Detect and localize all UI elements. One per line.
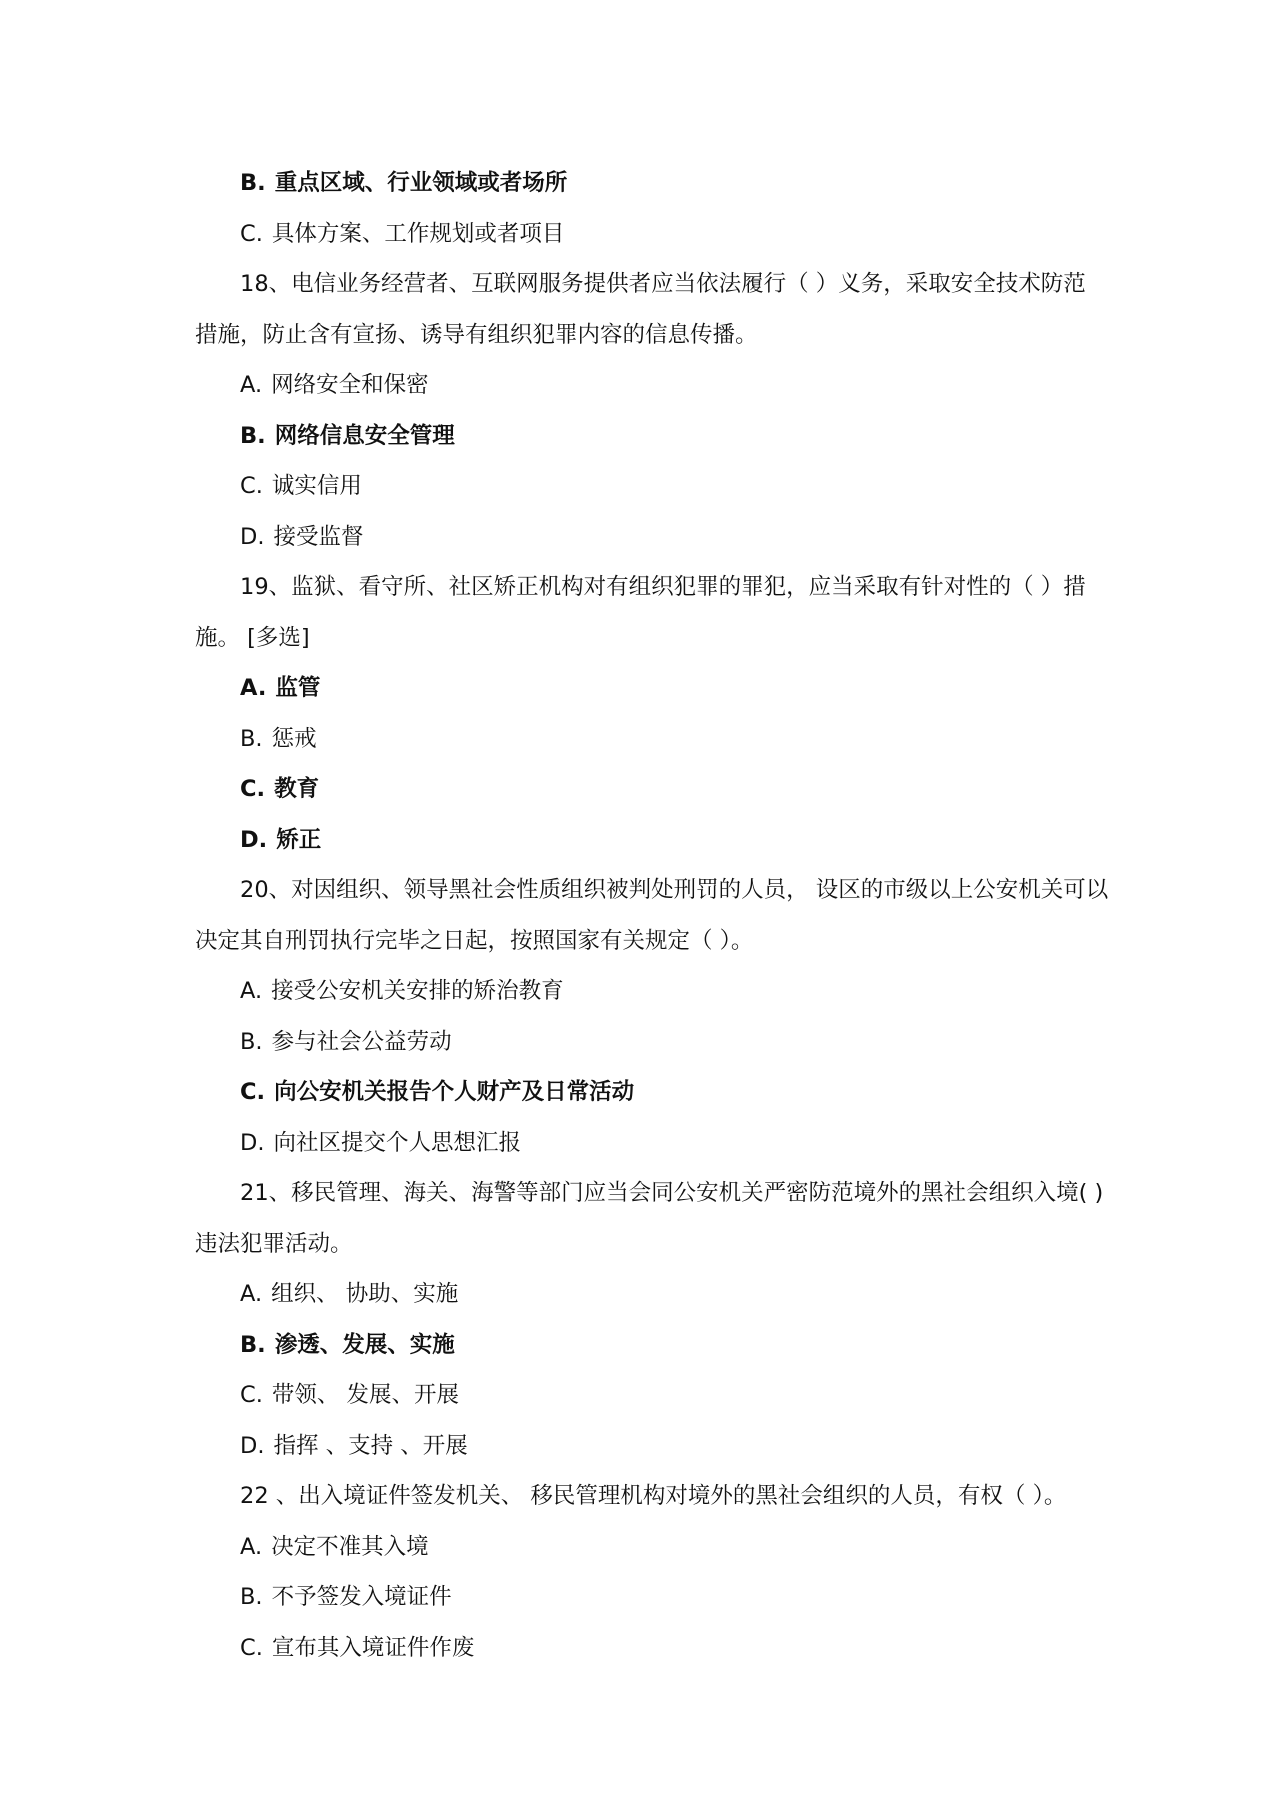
page-content xyxy=(0,158,1280,1673)
option-text: 网络信息安全管理 xyxy=(274,422,455,449)
question-20-option-b xyxy=(0,1017,1280,1068)
question-21-option-b xyxy=(0,1320,1280,1371)
question-17-option-c xyxy=(0,209,1280,260)
question-22-option-a xyxy=(0,1522,1280,1573)
question-21-option-d xyxy=(0,1421,1280,1472)
option-text: 指挥 、支持 、开展 xyxy=(273,1432,468,1459)
option-label: B. xyxy=(240,422,266,449)
question-21-stem-line-1: 21、移民管理、海关、海警等部门应当会同公安机关严密防范境外的黑社会组织入境( ) xyxy=(240,1180,1104,1206)
option-text: 渗透、发展、实施 xyxy=(274,1331,455,1358)
question-21-option-a xyxy=(0,1269,1280,1320)
option-text: 宣布其入境证件作废 xyxy=(271,1634,475,1661)
question-17-tail xyxy=(0,158,1280,259)
option-label: C. xyxy=(240,1079,266,1105)
option-label: A. xyxy=(240,675,267,701)
question-20-stem-line-1: 20、对因组织、领导黑社会性质组织被判处刑罚的人员， 设区的市级以上公安机关可以 xyxy=(240,877,1109,903)
question-18-option-b xyxy=(0,411,1280,462)
question-19-stem-line-1: 19、监狱、看守所、社区矫正机构对有组织犯罪的罪犯，应当采取有针对性的（ ）措 xyxy=(240,574,1086,600)
option-label: A. xyxy=(240,372,263,398)
question-18-option-d xyxy=(0,512,1280,563)
question-19-option-b xyxy=(0,714,1280,765)
option-label: B. xyxy=(240,1584,263,1610)
option-text: 决定不准其入境 xyxy=(271,1533,429,1560)
option-text: 具体方案、工作规划或者项目 xyxy=(271,220,565,247)
option-label: D. xyxy=(240,1432,265,1459)
option-text: 惩戒 xyxy=(271,725,317,752)
option-text: 接受监督 xyxy=(273,523,364,550)
question-22 xyxy=(0,1471,1280,1673)
option-text: 监管 xyxy=(275,675,321,701)
question-21 xyxy=(0,1168,1280,1471)
question-20 xyxy=(0,865,1280,1168)
option-label: B. xyxy=(240,725,263,752)
option-text: 接受公安机关安排的矫治教育 xyxy=(271,978,564,1004)
question-19 xyxy=(0,562,1280,865)
question-19-option-c xyxy=(0,764,1280,815)
option-label: B. xyxy=(240,1331,266,1358)
option-label: C. xyxy=(240,220,263,247)
question-22-stem-line-1: 22 、出入境证件签发机关、 移民管理机构对境外的黑社会组织的人员，有权（ ）。 xyxy=(240,1483,1067,1509)
question-18 xyxy=(0,259,1280,562)
option-label: D. xyxy=(240,1129,265,1156)
option-label: D. xyxy=(240,523,265,550)
option-label: A. xyxy=(240,1533,263,1560)
option-label: C. xyxy=(240,1634,263,1661)
option-label: D. xyxy=(240,826,268,853)
question-20-option-c xyxy=(0,1067,1280,1118)
question-17-option-b xyxy=(0,158,1280,209)
question-20-option-a xyxy=(0,966,1280,1017)
option-label: C. xyxy=(240,1382,263,1408)
option-text: 组织、 协助、实施 xyxy=(271,1281,459,1307)
option-text: 诚实信用 xyxy=(271,473,362,499)
question-18-stem-line-2: 措施，防止含有宣扬、诱导有组织犯罪内容的信息传播。 xyxy=(195,321,758,348)
question-19-option-d xyxy=(0,815,1280,866)
question-19-stem-line-2: 施。 [多选] xyxy=(195,624,310,651)
option-text: 带领、 发展、开展 xyxy=(271,1382,460,1408)
option-text: 向社区提交个人思想汇报 xyxy=(273,1129,521,1156)
question-20-option-d xyxy=(0,1118,1280,1169)
question-22-option-b xyxy=(0,1572,1280,1623)
option-label: C. xyxy=(240,776,266,802)
option-label: A. xyxy=(240,1281,263,1307)
option-text: 矫正 xyxy=(276,826,322,853)
question-20-stem-line-2: 决定其自刑罚执行完毕之日起，按照国家有关规定（ ）。 xyxy=(195,927,754,954)
question-21-stem-line-2: 违法犯罪活动。 xyxy=(195,1230,353,1257)
option-label: B. xyxy=(240,1028,263,1055)
option-label: C. xyxy=(240,473,263,499)
option-label: A. xyxy=(240,978,263,1004)
question-18-option-a xyxy=(0,360,1280,411)
option-text: 重点区域、行业领域或者场所 xyxy=(274,170,568,196)
question-22-option-c xyxy=(0,1623,1280,1674)
option-text: 向公安机关报告个人财产及日常活动 xyxy=(274,1079,635,1105)
option-label: B. xyxy=(240,170,266,196)
question-21-option-c xyxy=(0,1370,1280,1421)
question-19-option-a xyxy=(0,663,1280,714)
option-text: 教育 xyxy=(274,776,320,802)
option-text: 不予签发入境证件 xyxy=(271,1584,452,1610)
option-text: 参与社会公益劳动 xyxy=(271,1028,452,1055)
option-text: 网络安全和保密 xyxy=(271,372,429,398)
question-18-option-c xyxy=(0,461,1280,512)
question-18-stem-line-1: 18、电信业务经营者、互联网服务提供者应当依法履行（ ）义务，采取安全技术防范 xyxy=(240,271,1086,297)
